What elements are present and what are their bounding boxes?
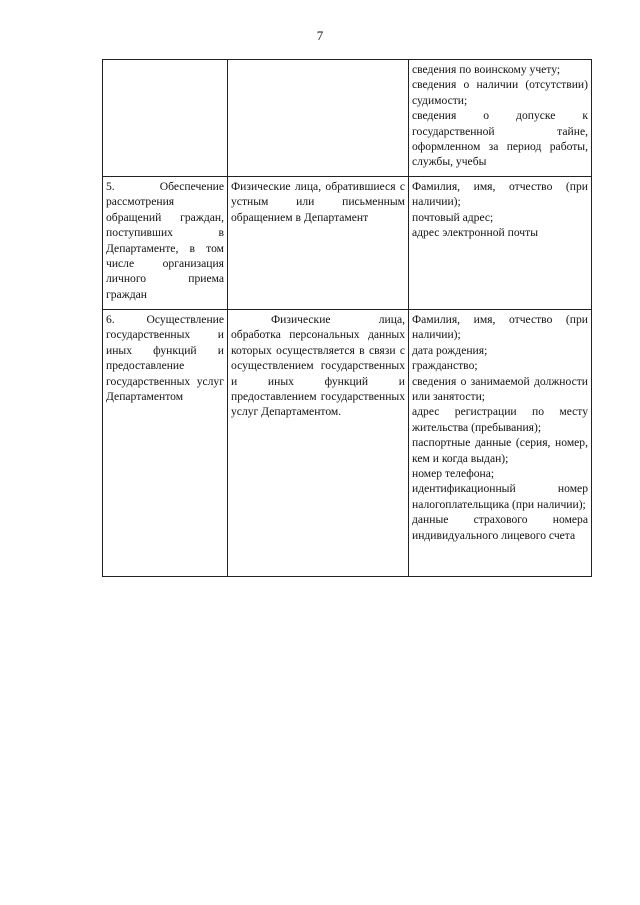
table-row — [103, 177, 592, 310]
table-row — [103, 60, 592, 177]
list-item: сведения о наличии (отсутствии) судимости; — [412, 78, 588, 107]
list-item: паспортные данные (серия, номер, кем и когда выдан); — [412, 436, 588, 465]
data-list-cell — [409, 310, 592, 577]
page-number: 7 — [316, 28, 324, 43]
data-list-cell — [409, 60, 592, 177]
list-item: дата рождения; — [412, 343, 488, 357]
list-item: адрес электронной почты — [412, 226, 538, 240]
subjects-text: Физические лица, обратившиеся с устным или письменным обращением в Департамент — [231, 180, 405, 224]
list-item: гражданство; — [412, 359, 478, 373]
list-item: номер телефона; — [412, 467, 495, 481]
purpose-cell — [103, 60, 228, 177]
purpose-cell — [103, 310, 228, 577]
personal-data-table — [102, 59, 592, 577]
list-item: адрес регистрации по месту жительства (пребывания); — [412, 405, 588, 434]
list-item: почтовый адрес; — [412, 210, 494, 224]
subjects-cell — [228, 177, 409, 310]
list-item: Фамилия, имя, отчество (при наличии); — [412, 313, 588, 342]
list-item: сведения по воинскому учету; — [412, 63, 561, 76]
list-item: Фамилия, имя, отчество (при наличии); — [412, 180, 588, 209]
purpose-cell — [103, 177, 228, 310]
purpose-text: 5. Обеспечение рассмотрения обращений граждан, поступивших в Департаменте, в том числе организация личного приема граждан — [106, 180, 224, 301]
list-item: сведения о допуске к государственной тайне, оформленном за период работы, службы, учебы — [412, 109, 588, 169]
subjects-text: Физические лица, обработка персональных данных которых осуществляется в связи с осуществлением государственных и иных функций и предоставлением государственных услуг Департаментом. — [231, 313, 405, 419]
table-row — [103, 310, 592, 577]
purpose-text: 6. Осуществление государственных и иных функций и предоставление государственных услуг Департаментом — [106, 313, 224, 404]
subjects-cell — [228, 60, 409, 177]
list-item: сведения о занимаемой должности или занятости; — [412, 374, 588, 404]
list-item: данные страхового номера индивидуального лицевого счета — [412, 513, 588, 542]
list-item: идентификационный номер налогоплательщика (при наличии); — [412, 482, 588, 511]
subjects-cell — [228, 310, 409, 577]
data-list-cell — [409, 177, 592, 310]
